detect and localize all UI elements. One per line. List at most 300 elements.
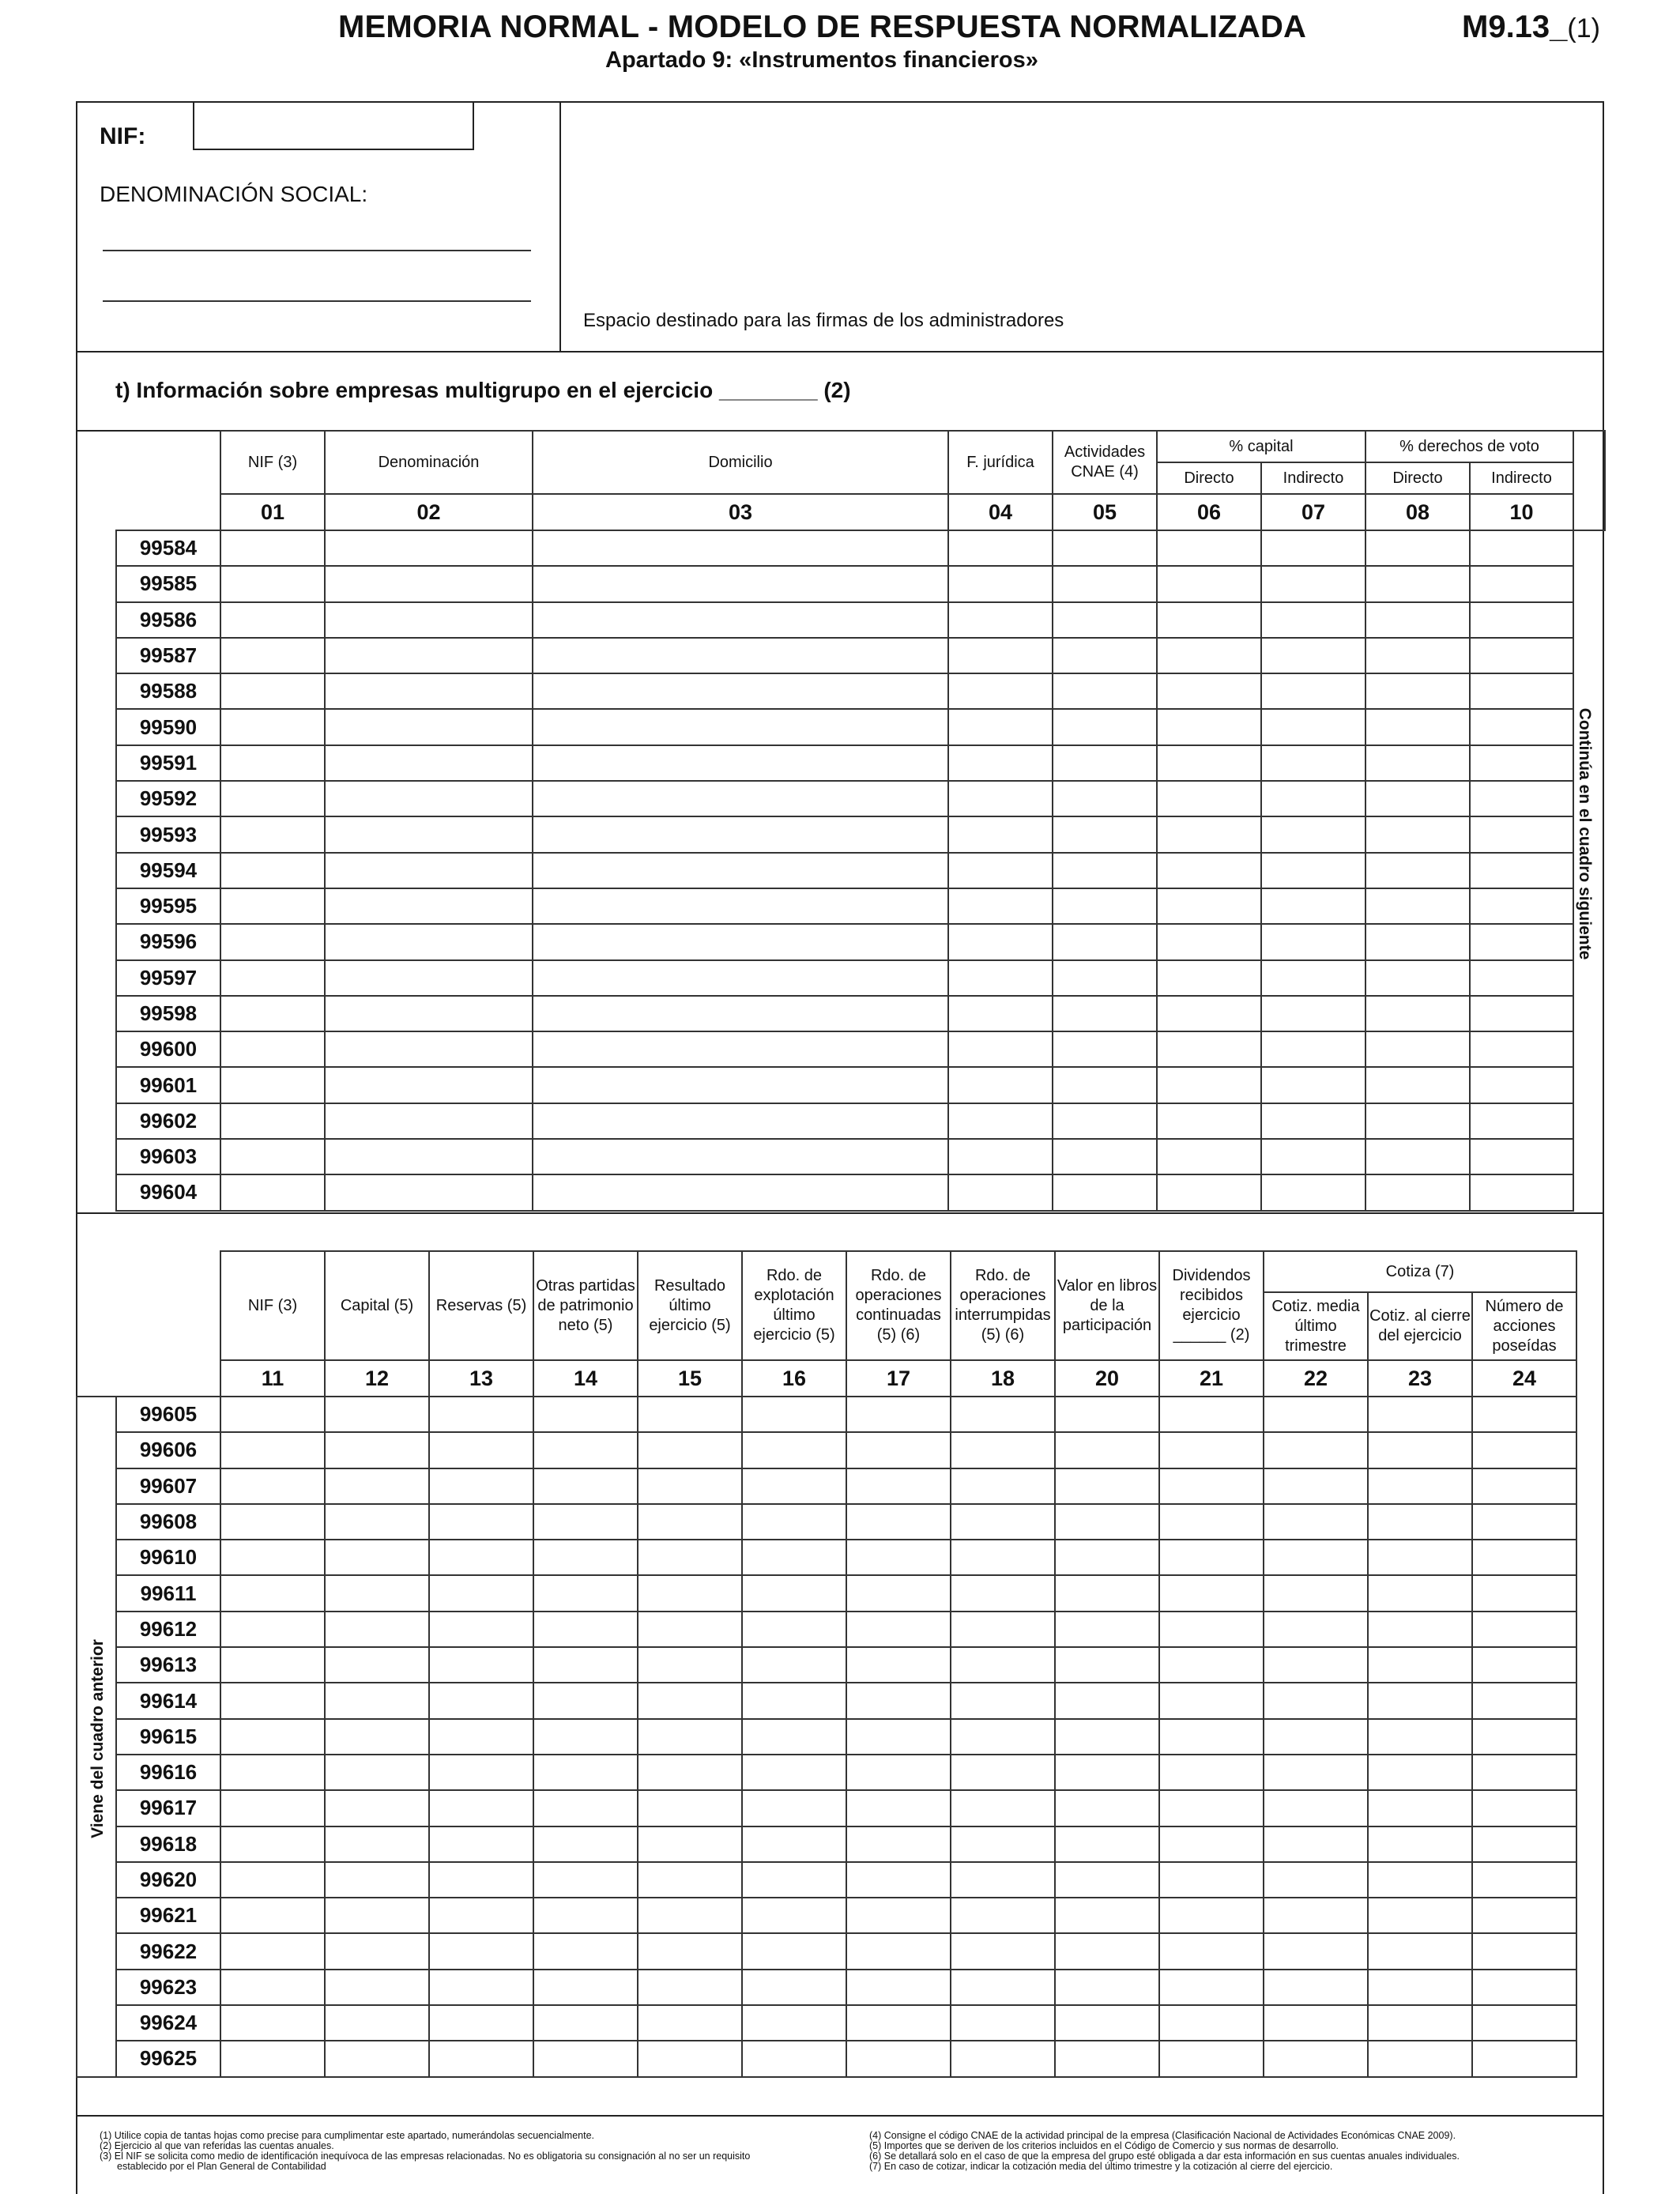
data-cell[interactable] xyxy=(948,638,1053,673)
data-cell[interactable] xyxy=(1264,2005,1368,2041)
data-cell[interactable] xyxy=(638,2041,742,2076)
data-cell[interactable] xyxy=(1055,1898,1159,1933)
data-cell[interactable] xyxy=(220,853,325,888)
data-cell[interactable] xyxy=(1365,888,1470,924)
data-cell[interactable] xyxy=(429,1719,533,1755)
data-cell[interactable] xyxy=(429,1504,533,1540)
data-cell[interactable] xyxy=(1055,1432,1159,1468)
data-cell[interactable] xyxy=(220,1174,325,1210)
data-cell[interactable] xyxy=(533,1540,638,1575)
data-cell[interactable] xyxy=(533,745,948,781)
data-cell[interactable] xyxy=(1368,1790,1472,1826)
data-cell[interactable] xyxy=(533,1933,638,1969)
data-cell[interactable] xyxy=(1261,1067,1365,1103)
data-cell[interactable] xyxy=(951,1432,1055,1468)
data-cell[interactable] xyxy=(220,2041,325,2076)
data-cell[interactable] xyxy=(533,1397,638,1432)
data-cell[interactable] xyxy=(220,1790,325,1826)
data-cell[interactable] xyxy=(533,566,948,601)
data-cell[interactable] xyxy=(533,960,948,996)
data-cell[interactable] xyxy=(1157,1067,1261,1103)
data-cell[interactable] xyxy=(638,1575,742,1611)
data-cell[interactable] xyxy=(1055,1719,1159,1755)
data-cell[interactable] xyxy=(1365,1174,1470,1210)
data-cell[interactable] xyxy=(533,888,948,924)
data-cell[interactable] xyxy=(1470,960,1573,996)
data-cell[interactable] xyxy=(948,996,1053,1031)
data-cell[interactable] xyxy=(325,1647,429,1683)
data-cell[interactable] xyxy=(220,1970,325,2005)
data-cell[interactable] xyxy=(742,2005,846,2041)
data-cell[interactable] xyxy=(429,2041,533,2076)
data-cell[interactable] xyxy=(220,816,325,852)
data-cell[interactable] xyxy=(1472,1468,1576,1504)
data-cell[interactable] xyxy=(1264,1504,1368,1540)
data-cell[interactable] xyxy=(533,1898,638,1933)
data-cell[interactable] xyxy=(1261,996,1365,1031)
data-cell[interactable] xyxy=(1472,1826,1576,1862)
data-cell[interactable] xyxy=(1264,1397,1368,1432)
data-cell[interactable] xyxy=(1053,638,1157,673)
data-cell[interactable] xyxy=(1368,1575,1472,1611)
data-cell[interactable] xyxy=(220,960,325,996)
data-cell[interactable] xyxy=(220,1575,325,1611)
data-cell[interactable] xyxy=(325,781,533,816)
data-cell[interactable] xyxy=(1264,1647,1368,1683)
data-cell[interactable] xyxy=(1368,1755,1472,1790)
data-cell[interactable] xyxy=(1472,1719,1576,1755)
data-cell[interactable] xyxy=(1053,1031,1157,1067)
data-cell[interactable] xyxy=(325,1719,429,1755)
data-cell[interactable] xyxy=(1472,1647,1576,1683)
data-cell[interactable] xyxy=(742,1862,846,1898)
data-cell[interactable] xyxy=(951,2041,1055,2076)
data-cell[interactable] xyxy=(951,1790,1055,1826)
data-cell[interactable] xyxy=(951,1898,1055,1933)
data-cell[interactable] xyxy=(1053,673,1157,709)
data-cell[interactable] xyxy=(1365,853,1470,888)
data-cell[interactable] xyxy=(948,853,1053,888)
data-cell[interactable] xyxy=(325,996,533,1031)
data-cell[interactable] xyxy=(429,1826,533,1862)
data-cell[interactable] xyxy=(1365,1067,1470,1103)
data-cell[interactable] xyxy=(1157,602,1261,638)
data-cell[interactable] xyxy=(325,2005,429,2041)
data-cell[interactable] xyxy=(1261,530,1365,566)
data-cell[interactable] xyxy=(1264,1898,1368,1933)
data-cell[interactable] xyxy=(1053,1174,1157,1210)
data-cell[interactable] xyxy=(220,673,325,709)
data-cell[interactable] xyxy=(1055,1755,1159,1790)
data-cell[interactable] xyxy=(742,1719,846,1755)
data-cell[interactable] xyxy=(325,1031,533,1067)
data-cell[interactable] xyxy=(220,1647,325,1683)
data-cell[interactable] xyxy=(1264,1719,1368,1755)
data-cell[interactable] xyxy=(533,2005,638,2041)
data-cell[interactable] xyxy=(638,1970,742,2005)
data-cell[interactable] xyxy=(1055,1612,1159,1647)
data-cell[interactable] xyxy=(1264,1826,1368,1862)
data-cell[interactable] xyxy=(1264,1432,1368,1468)
data-cell[interactable] xyxy=(220,1139,325,1174)
data-cell[interactable] xyxy=(1368,1612,1472,1647)
data-cell[interactable] xyxy=(533,1826,638,1862)
data-cell[interactable] xyxy=(325,853,533,888)
data-cell[interactable] xyxy=(533,1067,948,1103)
data-cell[interactable] xyxy=(1055,1683,1159,1718)
data-cell[interactable] xyxy=(1470,566,1573,601)
data-cell[interactable] xyxy=(951,1862,1055,1898)
data-cell[interactable] xyxy=(220,1933,325,1969)
data-cell[interactable] xyxy=(533,2041,638,2076)
data-cell[interactable] xyxy=(1365,781,1470,816)
data-cell[interactable] xyxy=(1472,1790,1576,1826)
data-cell[interactable] xyxy=(533,924,948,959)
data-cell[interactable] xyxy=(1159,1647,1264,1683)
data-cell[interactable] xyxy=(638,1898,742,1933)
data-cell[interactable] xyxy=(1470,1174,1573,1210)
data-cell[interactable] xyxy=(325,1103,533,1139)
data-cell[interactable] xyxy=(429,1647,533,1683)
data-cell[interactable] xyxy=(1159,1504,1264,1540)
data-cell[interactable] xyxy=(533,1174,948,1210)
data-cell[interactable] xyxy=(1157,1031,1261,1067)
data-cell[interactable] xyxy=(533,853,948,888)
data-cell[interactable] xyxy=(1472,1898,1576,1933)
data-cell[interactable] xyxy=(1053,566,1157,601)
data-cell[interactable] xyxy=(325,1612,429,1647)
data-cell[interactable] xyxy=(1365,924,1470,959)
data-cell[interactable] xyxy=(1368,1397,1472,1432)
data-cell[interactable] xyxy=(1159,1862,1264,1898)
data-cell[interactable] xyxy=(325,1397,429,1432)
data-cell[interactable] xyxy=(1368,1683,1472,1718)
data-cell[interactable] xyxy=(325,1575,429,1611)
data-cell[interactable] xyxy=(1368,1540,1472,1575)
data-cell[interactable] xyxy=(533,1031,948,1067)
data-cell[interactable] xyxy=(220,2005,325,2041)
data-cell[interactable] xyxy=(325,816,533,852)
data-cell[interactable] xyxy=(1470,781,1573,816)
data-cell[interactable] xyxy=(1365,673,1470,709)
data-cell[interactable] xyxy=(1472,1970,1576,2005)
data-cell[interactable] xyxy=(948,1067,1053,1103)
data-cell[interactable] xyxy=(1368,1504,1472,1540)
data-cell[interactable] xyxy=(1261,853,1365,888)
data-cell[interactable] xyxy=(429,1468,533,1504)
data-cell[interactable] xyxy=(533,1575,638,1611)
data-cell[interactable] xyxy=(1368,1719,1472,1755)
data-cell[interactable] xyxy=(220,638,325,673)
data-cell[interactable] xyxy=(1365,1139,1470,1174)
data-cell[interactable] xyxy=(220,996,325,1031)
data-cell[interactable] xyxy=(1055,1540,1159,1575)
data-cell[interactable] xyxy=(1368,1826,1472,1862)
data-cell[interactable] xyxy=(220,888,325,924)
data-cell[interactable] xyxy=(1368,2005,1472,2041)
data-cell[interactable] xyxy=(220,1862,325,1898)
data-cell[interactable] xyxy=(429,1397,533,1432)
data-cell[interactable] xyxy=(533,673,948,709)
data-cell[interactable] xyxy=(948,781,1053,816)
data-cell[interactable] xyxy=(325,1540,429,1575)
data-cell[interactable] xyxy=(1055,1575,1159,1611)
data-cell[interactable] xyxy=(948,709,1053,745)
data-cell[interactable] xyxy=(1157,781,1261,816)
data-cell[interactable] xyxy=(1053,1067,1157,1103)
data-cell[interactable] xyxy=(1368,1647,1472,1683)
data-cell[interactable] xyxy=(220,1468,325,1504)
data-cell[interactable] xyxy=(1261,566,1365,601)
data-cell[interactable] xyxy=(742,1612,846,1647)
data-cell[interactable] xyxy=(429,1862,533,1898)
data-cell[interactable] xyxy=(325,1862,429,1898)
data-cell[interactable] xyxy=(220,530,325,566)
data-cell[interactable] xyxy=(1470,673,1573,709)
data-cell[interactable] xyxy=(742,1432,846,1468)
denominacion-line-2[interactable] xyxy=(103,300,531,302)
data-cell[interactable] xyxy=(325,924,533,959)
data-cell[interactable] xyxy=(742,1647,846,1683)
data-cell[interactable] xyxy=(429,1432,533,1468)
data-cell[interactable] xyxy=(533,1612,638,1647)
nif-input-box[interactable] xyxy=(193,101,474,150)
data-cell[interactable] xyxy=(1368,1862,1472,1898)
data-cell[interactable] xyxy=(533,1468,638,1504)
data-cell[interactable] xyxy=(1157,673,1261,709)
data-cell[interactable] xyxy=(638,1647,742,1683)
data-cell[interactable] xyxy=(951,1575,1055,1611)
data-cell[interactable] xyxy=(951,1504,1055,1540)
data-cell[interactable] xyxy=(1157,853,1261,888)
data-cell[interactable] xyxy=(638,1683,742,1718)
data-cell[interactable] xyxy=(951,1397,1055,1432)
data-cell[interactable] xyxy=(846,2005,951,2041)
data-cell[interactable] xyxy=(742,1933,846,1969)
data-cell[interactable] xyxy=(951,1826,1055,1862)
data-cell[interactable] xyxy=(1159,1898,1264,1933)
data-cell[interactable] xyxy=(1472,1397,1576,1432)
data-cell[interactable] xyxy=(1261,1103,1365,1139)
data-cell[interactable] xyxy=(742,1468,846,1504)
data-cell[interactable] xyxy=(533,1103,948,1139)
data-cell[interactable] xyxy=(325,1933,429,1969)
data-cell[interactable] xyxy=(1157,638,1261,673)
data-cell[interactable] xyxy=(638,1826,742,1862)
data-cell[interactable] xyxy=(1368,1898,1472,1933)
data-cell[interactable] xyxy=(1053,924,1157,959)
data-cell[interactable] xyxy=(846,1790,951,1826)
data-cell[interactable] xyxy=(1159,1432,1264,1468)
data-cell[interactable] xyxy=(1368,1432,1472,1468)
data-cell[interactable] xyxy=(742,1397,846,1432)
data-cell[interactable] xyxy=(1365,709,1470,745)
data-cell[interactable] xyxy=(220,1067,325,1103)
data-cell[interactable] xyxy=(638,1719,742,1755)
data-cell[interactable] xyxy=(220,1683,325,1718)
data-cell[interactable] xyxy=(948,566,1053,601)
data-cell[interactable] xyxy=(533,1790,638,1826)
data-cell[interactable] xyxy=(533,1683,638,1718)
data-cell[interactable] xyxy=(1157,745,1261,781)
data-cell[interactable] xyxy=(1365,638,1470,673)
data-cell[interactable] xyxy=(533,996,948,1031)
data-cell[interactable] xyxy=(1055,1862,1159,1898)
data-cell[interactable] xyxy=(846,1862,951,1898)
data-cell[interactable] xyxy=(1261,602,1365,638)
data-cell[interactable] xyxy=(1157,924,1261,959)
data-cell[interactable] xyxy=(638,1504,742,1540)
data-cell[interactable] xyxy=(1470,638,1573,673)
data-cell[interactable] xyxy=(533,1504,638,1540)
data-cell[interactable] xyxy=(951,1933,1055,1969)
data-cell[interactable] xyxy=(1261,888,1365,924)
data-cell[interactable] xyxy=(638,2005,742,2041)
denominacion-line-1[interactable] xyxy=(103,250,531,251)
data-cell[interactable] xyxy=(948,924,1053,959)
data-cell[interactable] xyxy=(1159,1397,1264,1432)
data-cell[interactable] xyxy=(951,1612,1055,1647)
data-cell[interactable] xyxy=(1159,1826,1264,1862)
data-cell[interactable] xyxy=(1157,530,1261,566)
data-cell[interactable] xyxy=(325,2041,429,2076)
data-cell[interactable] xyxy=(220,602,325,638)
data-cell[interactable] xyxy=(846,1397,951,1432)
data-cell[interactable] xyxy=(1261,816,1365,852)
data-cell[interactable] xyxy=(533,1647,638,1683)
data-cell[interactable] xyxy=(1261,1174,1365,1210)
data-cell[interactable] xyxy=(638,1540,742,1575)
data-cell[interactable] xyxy=(1261,924,1365,959)
data-cell[interactable] xyxy=(1264,1612,1368,1647)
data-cell[interactable] xyxy=(1365,996,1470,1031)
data-cell[interactable] xyxy=(1053,816,1157,852)
data-cell[interactable] xyxy=(220,1755,325,1790)
data-cell[interactable] xyxy=(1368,1933,1472,1969)
data-cell[interactable] xyxy=(533,638,948,673)
data-cell[interactable] xyxy=(638,1397,742,1432)
data-cell[interactable] xyxy=(325,602,533,638)
data-cell[interactable] xyxy=(429,1612,533,1647)
data-cell[interactable] xyxy=(1055,1504,1159,1540)
data-cell[interactable] xyxy=(220,1612,325,1647)
data-cell[interactable] xyxy=(951,1647,1055,1683)
data-cell[interactable] xyxy=(638,1432,742,1468)
data-cell[interactable] xyxy=(325,960,533,996)
data-cell[interactable] xyxy=(1470,816,1573,852)
data-cell[interactable] xyxy=(1470,924,1573,959)
data-cell[interactable] xyxy=(1264,1862,1368,1898)
data-cell[interactable] xyxy=(948,602,1053,638)
data-cell[interactable] xyxy=(742,1683,846,1718)
data-cell[interactable] xyxy=(1053,960,1157,996)
data-cell[interactable] xyxy=(1470,1031,1573,1067)
data-cell[interactable] xyxy=(325,1683,429,1718)
data-cell[interactable] xyxy=(1470,1103,1573,1139)
data-cell[interactable] xyxy=(325,673,533,709)
data-cell[interactable] xyxy=(220,781,325,816)
data-cell[interactable] xyxy=(1055,1468,1159,1504)
data-cell[interactable] xyxy=(742,1540,846,1575)
data-cell[interactable] xyxy=(1472,2041,1576,2076)
data-cell[interactable] xyxy=(846,1826,951,1862)
data-cell[interactable] xyxy=(220,709,325,745)
data-cell[interactable] xyxy=(325,709,533,745)
data-cell[interactable] xyxy=(1053,853,1157,888)
data-cell[interactable] xyxy=(846,1612,951,1647)
data-cell[interactable] xyxy=(1368,1970,1472,2005)
data-cell[interactable] xyxy=(1264,1933,1368,1969)
data-cell[interactable] xyxy=(1053,745,1157,781)
data-cell[interactable] xyxy=(533,602,948,638)
data-cell[interactable] xyxy=(846,1540,951,1575)
data-cell[interactable] xyxy=(638,1468,742,1504)
data-cell[interactable] xyxy=(220,1898,325,1933)
data-cell[interactable] xyxy=(638,1933,742,1969)
data-cell[interactable] xyxy=(846,1719,951,1755)
data-cell[interactable] xyxy=(948,816,1053,852)
data-cell[interactable] xyxy=(948,1031,1053,1067)
data-cell[interactable] xyxy=(325,530,533,566)
data-cell[interactable] xyxy=(429,1575,533,1611)
data-cell[interactable] xyxy=(1472,1755,1576,1790)
data-cell[interactable] xyxy=(1053,888,1157,924)
data-cell[interactable] xyxy=(742,1504,846,1540)
data-cell[interactable] xyxy=(1055,1826,1159,1862)
data-cell[interactable] xyxy=(742,1826,846,1862)
data-cell[interactable] xyxy=(220,1031,325,1067)
data-cell[interactable] xyxy=(1261,638,1365,673)
data-cell[interactable] xyxy=(742,1575,846,1611)
data-cell[interactable] xyxy=(1264,1575,1368,1611)
data-cell[interactable] xyxy=(951,2005,1055,2041)
data-cell[interactable] xyxy=(429,1898,533,1933)
data-cell[interactable] xyxy=(1159,1683,1264,1718)
data-cell[interactable] xyxy=(1261,673,1365,709)
data-cell[interactable] xyxy=(1053,781,1157,816)
data-cell[interactable] xyxy=(1264,1790,1368,1826)
data-cell[interactable] xyxy=(1157,1174,1261,1210)
data-cell[interactable] xyxy=(325,1790,429,1826)
data-cell[interactable] xyxy=(1261,1031,1365,1067)
data-cell[interactable] xyxy=(1053,1139,1157,1174)
data-cell[interactable] xyxy=(1472,2005,1576,2041)
data-cell[interactable] xyxy=(1159,1790,1264,1826)
data-cell[interactable] xyxy=(846,1647,951,1683)
data-cell[interactable] xyxy=(325,638,533,673)
data-cell[interactable] xyxy=(1159,2041,1264,2076)
data-cell[interactable] xyxy=(1365,816,1470,852)
data-cell[interactable] xyxy=(1264,2041,1368,2076)
data-cell[interactable] xyxy=(846,1468,951,1504)
data-cell[interactable] xyxy=(1472,1612,1576,1647)
data-cell[interactable] xyxy=(1159,1575,1264,1611)
data-cell[interactable] xyxy=(429,1970,533,2005)
data-cell[interactable] xyxy=(429,1540,533,1575)
data-cell[interactable] xyxy=(533,1755,638,1790)
data-cell[interactable] xyxy=(1261,745,1365,781)
data-cell[interactable] xyxy=(1053,709,1157,745)
data-cell[interactable] xyxy=(325,1826,429,1862)
data-cell[interactable] xyxy=(1264,1540,1368,1575)
data-cell[interactable] xyxy=(951,1755,1055,1790)
data-cell[interactable] xyxy=(846,1575,951,1611)
data-cell[interactable] xyxy=(638,1790,742,1826)
data-cell[interactable] xyxy=(325,1468,429,1504)
data-cell[interactable] xyxy=(533,1432,638,1468)
data-cell[interactable] xyxy=(429,1933,533,1969)
data-cell[interactable] xyxy=(1472,1504,1576,1540)
